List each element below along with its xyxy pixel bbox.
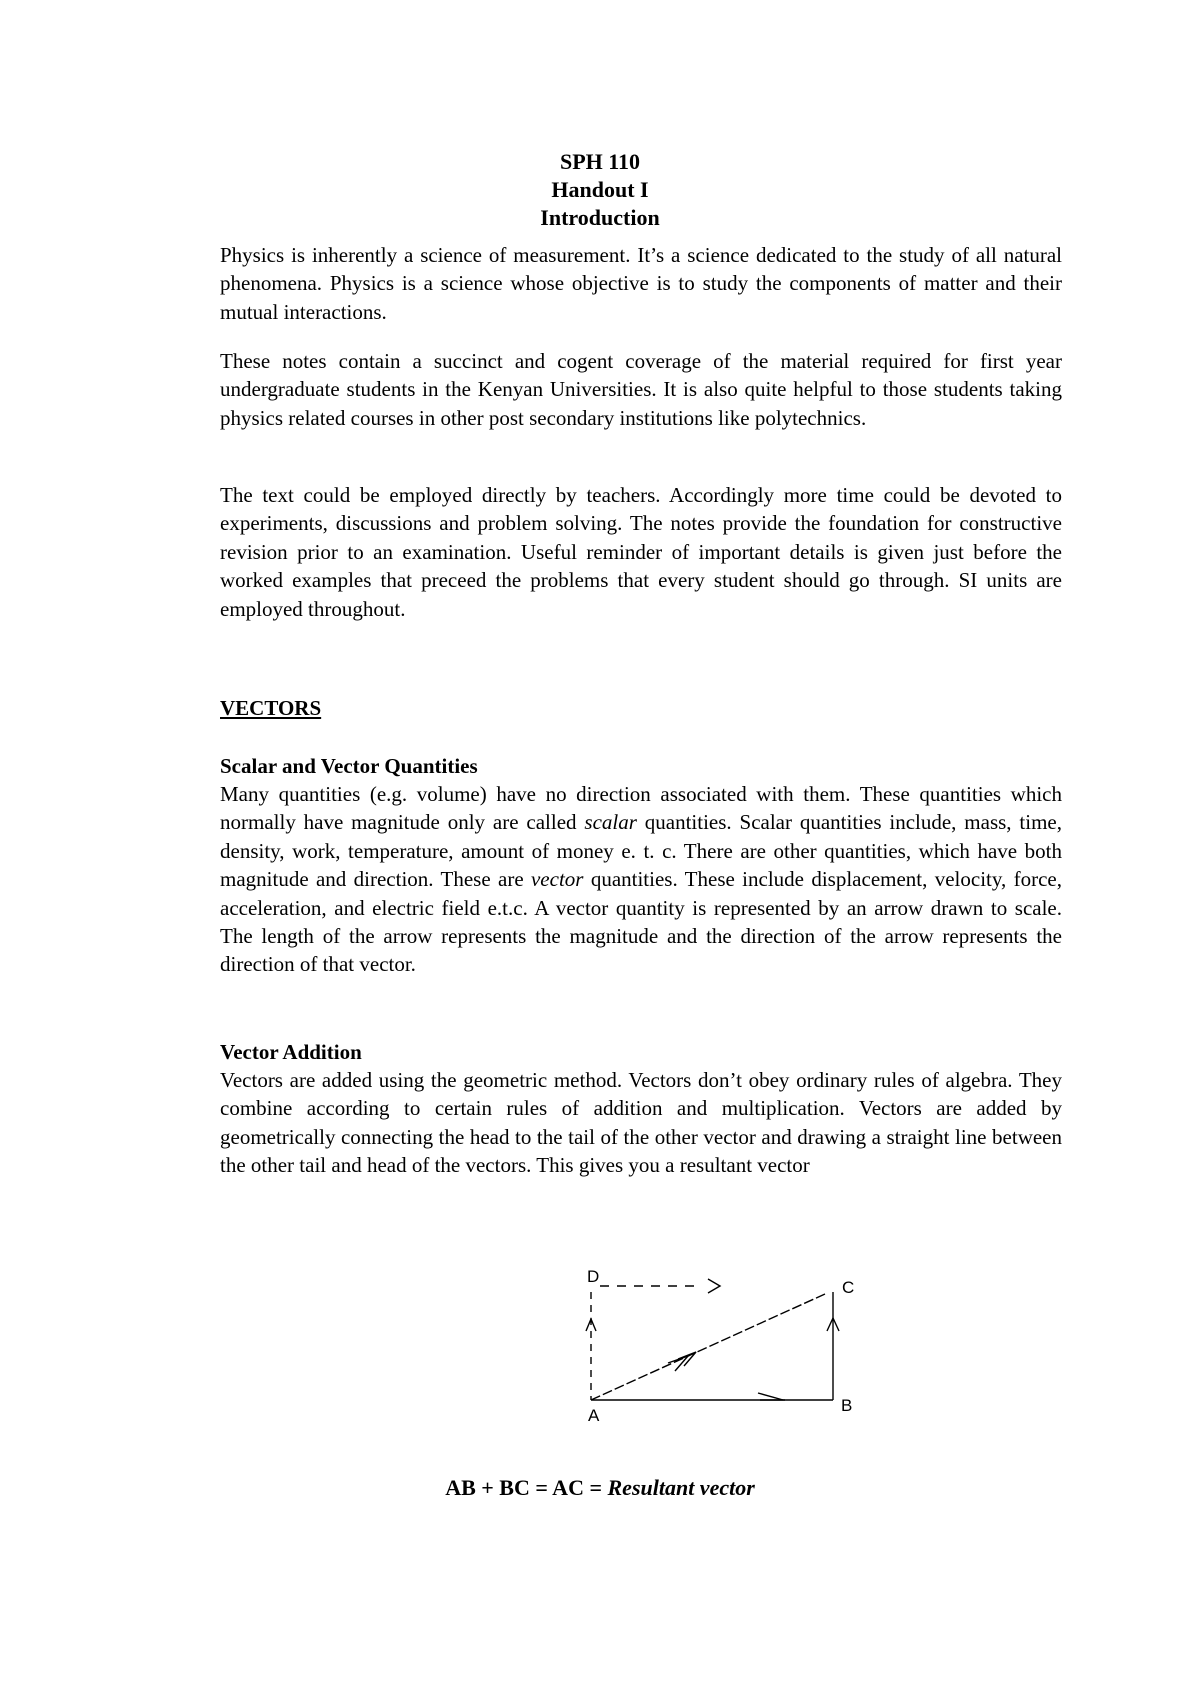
vector-ac-line	[591, 1294, 825, 1400]
intro-paragraph-1: Physics is inherently a science of measurement. It’s a science dedicated to the study of all natural phenomena. Physics is a science whose objective is to study the components of matter and their mutual interactions.	[220, 243, 1062, 324]
label-a: A	[588, 1406, 600, 1425]
vector-addition-paragraph: Vectors are added using the geometric method. Vectors don’t obey ordinary rules of algebra. They combine according to certain rules of addition and multiplication. Vectors are added by geometrically connecting the head to the tail of the other vector and drawing a straight line between the other tail and head of the vectors. This gives you a resultant vector	[220, 1068, 1062, 1178]
vector-addition-heading: Vector Addition	[220, 1040, 362, 1064]
label-b: B	[841, 1396, 853, 1415]
intro-paragraph-3: The text could be employed directly by teachers. Accordingly more time could be devoted to experiments, discussions and problem solving. The notes provide the foundation for constructive revision prior to an examination. Useful reminder of important details is given just before the worked examples that preceed the problems that every student should go through. SI units are employed throughout.	[220, 483, 1062, 621]
scalar-term: scalar	[584, 810, 637, 835]
course-code: SPH 110	[559, 149, 641, 174]
scalar-vector-paragraph	[220, 780, 1062, 979]
intro-paragraph-2: These notes contain a succinct and cogent coverage of the material required for first year undergraduate students in the Kenyan Universities. It is also quite helpful to those students taking physics related courses in other post secondary institutions like polytechnics.	[220, 349, 1062, 430]
vector-dc-arrowhead	[708, 1279, 720, 1293]
scalar-text-c: quantities. These include displacement, velocity, force, acceleration, and electric field e.t.c. A vector quantity is represented by an arrow drawn to scale. The length of the arrow represents the magnitude and the direction of the arrow represents the direction of that vector.	[220, 867, 1062, 977]
vector-ab-arrowhead-top	[758, 1393, 783, 1400]
vector-term: vector	[530, 867, 584, 892]
vector-equation	[0, 1475, 1200, 1501]
equation-lhs: AB + BC = AC =	[445, 1475, 608, 1500]
vectors-heading: VECTORS	[220, 696, 322, 720]
label-c: C	[842, 1278, 855, 1297]
document-header	[0, 148, 1200, 232]
equation-rhs: Resultant vector	[607, 1475, 755, 1500]
handout-number: Handout I	[551, 177, 649, 202]
section-title: Introduction	[540, 205, 660, 230]
vector-addition-diagram	[570, 1262, 870, 1432]
scalar-vector-heading: Scalar and Vector Quantities	[220, 754, 478, 778]
label-d: D	[587, 1267, 600, 1286]
scalar-text-a: Many quantities (e.g. volume) have no direction associated with them. These quantities which normally have magnitude only are called	[220, 782, 1062, 835]
scalar-text-b: quantities. Scalar quantities include, mass, time, density, work, temperature, amount of money e. t. c. There are other quantities, which have both magnitude and direction. These are	[220, 810, 1062, 892]
